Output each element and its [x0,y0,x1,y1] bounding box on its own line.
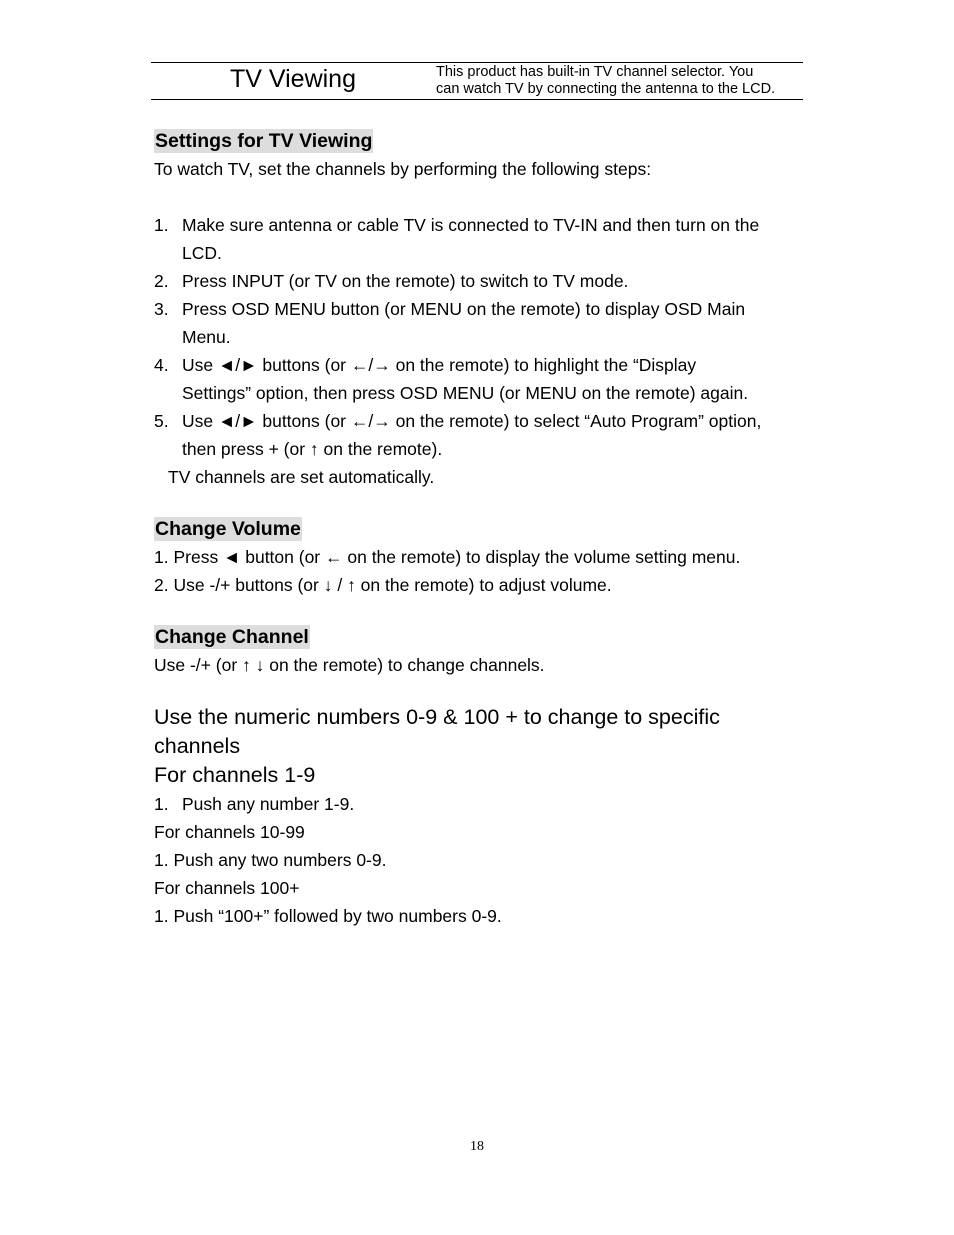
step-text: Menu. [182,327,231,347]
volume-step: 2. Use -/+ buttons (or ↓ / ↑ on the remote) to adjust volume. [154,575,612,595]
numeric-subheading: For channels 1-9 [154,763,316,787]
step-text: LCD. [182,243,222,263]
numeric-step: 1. Push any two numbers 0-9. [154,850,387,870]
header-description [436,64,806,98]
list-item [154,211,804,267]
step-number: 1. [154,215,169,235]
step-text: Press OSD MENU button (or MENU on the remote) to display OSD Main [182,299,746,319]
list-item [154,267,804,295]
page-header [151,62,803,100]
step-number: 4. [154,355,169,375]
step-number: 3. [154,299,169,319]
list-item [154,351,804,407]
page-number: 18 [470,1139,484,1154]
volume-step: 1. Press ◄ button (or ← on the remote) to display the volume setting menu. [154,547,741,567]
list-item [154,295,804,351]
numeric-step: 1. Push “100+” followed by two numbers 0-9. [154,906,502,926]
step-text: Press INPUT (or TV on the remote) to switch to TV mode. [182,271,629,291]
step-text: Use ◄/► buttons (or ←/→ on the remote) to highlight the “Display [182,355,697,375]
page-title: TV Viewing [230,65,356,93]
section-heading-settings: Settings for TV Viewing [155,130,373,152]
settings-note: TV channels are set automatically. [168,467,435,487]
list-item [154,790,804,818]
step-text: then press + (or ↑ on the remote). [182,439,443,459]
section-heading-volume: Change Volume [155,518,301,540]
step-text: Push any number 1-9. [182,794,355,814]
step-text: Use ◄/► buttons (or ←/→ on the remote) to select “Auto Program” option, [182,411,762,431]
numeric-subheading: For channels 10-99 [154,822,305,842]
numeric-intro: channels [154,734,241,758]
numeric-steps-list [154,790,804,818]
settings-intro: To watch TV, set the channels by performing the following steps: [154,159,652,179]
step-number: 1. [154,794,169,814]
step-number: 2. [154,271,169,291]
list-item [154,407,804,463]
page-content [154,127,804,930]
step-text: Settings” option, then press OSD MENU (or MENU on the remote) again. [182,383,749,403]
header-description-line: can watch TV by connecting the antenna to the LCD. [436,81,776,97]
numeric-intro: Use the numeric numbers 0-9 & 100 + to change to specific [154,705,720,729]
step-number: 5. [154,411,169,431]
channel-instruction: Use -/+ (or ↑ ↓ on the remote) to change channels. [154,655,545,675]
step-text: Make sure antenna or cable TV is connected to TV-IN and then turn on the [182,215,760,235]
numeric-subheading: For channels 100+ [154,878,300,898]
settings-steps-list [154,211,804,463]
section-heading-channel: Change Channel [155,626,309,648]
header-description-line: This product has built-in TV channel selector. You [436,64,754,80]
